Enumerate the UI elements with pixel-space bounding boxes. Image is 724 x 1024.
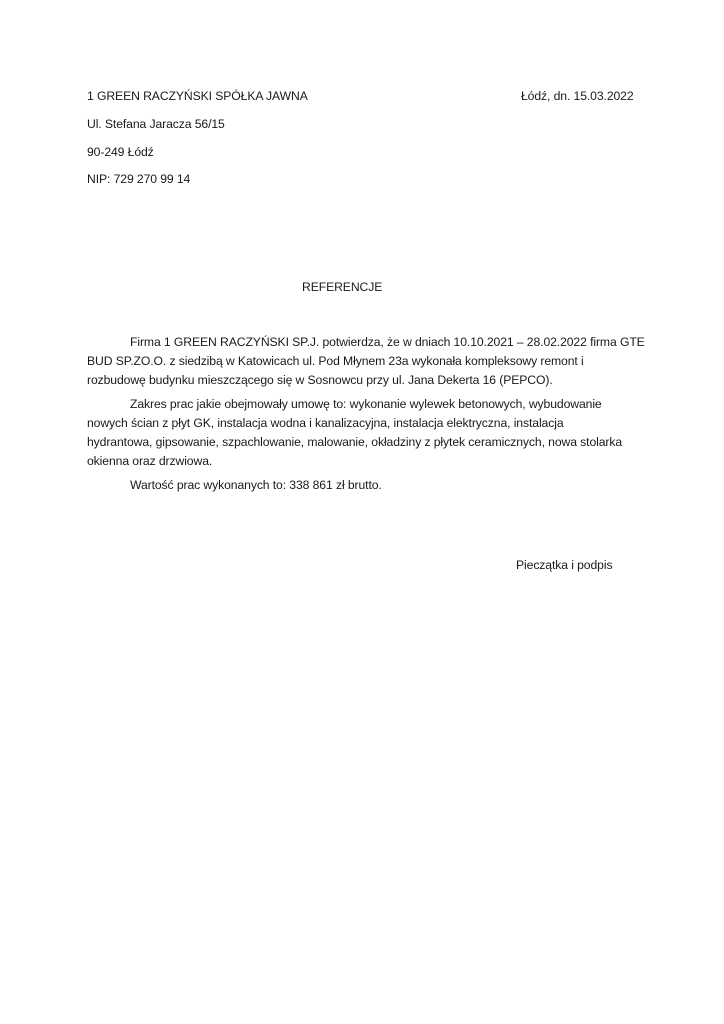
paragraph-line: okienna oraz drzwiowa. [87,454,213,468]
paragraph-line: Zakres prac jakie obejmowały umowę to: wykonanie wylewek betonowych, wybudowanie [130,397,602,411]
paragraph-line: nowych ścian z płyt GK, instalacja wodna i kanalizacyjna, instalacja elektryczna, instalacja [87,416,564,430]
paragraph-line: Wartość prac wykonanych to: 338 861 zł brutto. [130,478,382,492]
sender-nip: NIP: 729 270 99 14 [87,172,191,186]
paragraph-value [87,476,637,495]
paragraph-line: rozbudowę budynku mieszczącego się w Sosnowcu przy ul. Jana Dekerta 16 (PEPCO). [87,373,553,387]
document-title: REFERENCJE [302,280,383,294]
sender-company: 1 GREEN RACZYŃSKI SPÓŁKA JAWNA [87,89,308,103]
paragraph-line: Firma 1 GREEN RACZYŃSKI SP.J. potwierdza, że w dniach 10.10.2021 – 28.02.2022 firma GTE [130,335,645,349]
paragraph-confirmation [87,333,645,390]
paragraph-line: BUD SP.ZO.O. z siedzibą w Katowicach ul. Pod Młynem 23a wykonała kompleksowy remont i [87,354,584,368]
sender-city: 90-249 Łódź [87,145,154,159]
paragraph-line: hydrantowa, gipsowanie, szpachlowanie, malowanie, okładziny z płytek ceramicznych, nowa stolarka [87,435,623,449]
signature-label: Pieczątka i podpis [516,558,613,572]
place-date: Łódź, dn. 15.03.2022 [521,89,634,103]
sender-street: Ul. Stefana Jaracza 56/15 [87,117,225,131]
paragraph-scope [87,395,637,471]
